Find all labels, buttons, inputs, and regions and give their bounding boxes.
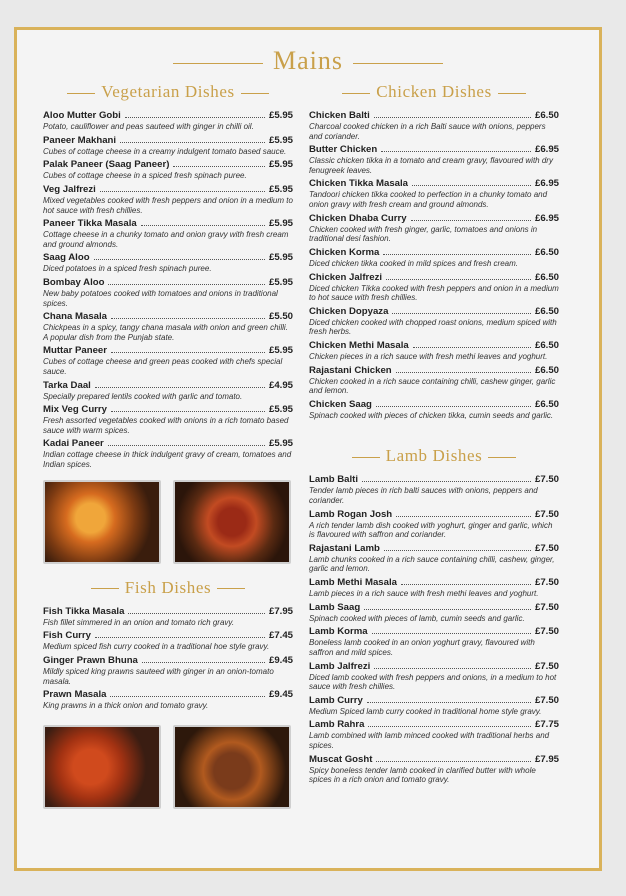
fish-photos: [43, 725, 293, 809]
dot-leader: [141, 225, 265, 226]
dish-price: £7.50: [534, 474, 559, 486]
dish-name: Chicken Dhaba Curry: [309, 212, 407, 224]
dish-price: £5.95: [268, 134, 293, 146]
dot-leader: [392, 313, 531, 314]
dish-name: Lamb Rogan Josh: [309, 508, 393, 520]
dish-description: Classic chicken tikka in a tomato and cream gravy, flavoured with dry fenugreek leaves.: [309, 156, 553, 175]
dot-leader: [386, 279, 531, 280]
menu-item: [43, 110, 293, 132]
menu-item: [43, 380, 293, 402]
vegetarian-photos: [43, 480, 293, 564]
dot-leader: [125, 117, 265, 118]
dish-name: Lamb Balti: [309, 474, 359, 486]
dot-leader: [396, 372, 531, 373]
dish-price: £6.50: [534, 364, 559, 376]
vegetarian-section-title: Vegetarian Dishes: [43, 82, 293, 102]
dot-leader: [142, 662, 265, 663]
dish-description: Diced lamb cooked with fresh peppers and onions, in a medium to hot sauce with fresh chillies.: [309, 672, 557, 692]
dot-leader: [364, 609, 531, 610]
dot-leader: [110, 696, 265, 697]
dish-description: Boneless lamb cooked in an onion yoghurt gravy, flavoured with saffron and mild spices.: [309, 638, 535, 657]
dot-leader: [374, 668, 531, 669]
dish-description: Lamb combined with lamb minced cooked with traditional herbs and spices.: [309, 731, 550, 750]
dish-price: £9.45: [268, 654, 293, 666]
vegetable-curry-photo: [43, 480, 161, 564]
menu-item: [309, 213, 559, 244]
dish-price: £7.45: [268, 630, 293, 642]
dish-price: £7.95: [534, 753, 559, 765]
dot-leader: [95, 387, 265, 388]
dish-description: Lamb pieces in a rich sauce with fresh methi leaves and yoghurt.: [309, 589, 539, 599]
chicken-section-title: Chicken Dishes: [309, 82, 559, 102]
dish-price: £5.95: [268, 404, 293, 416]
dish-price: £5.95: [268, 183, 293, 195]
dish-description: Tandoori chicken tikka cooked to perfection in a chunky tomato and onion gravy with fresh cream and ground almonds.: [309, 190, 548, 210]
menu-item: [43, 252, 293, 274]
menu-item: [309, 602, 559, 624]
menu-page: [14, 27, 602, 871]
dot-leader: [383, 254, 531, 255]
lamb-list: [309, 474, 559, 784]
dish-price: £9.45: [268, 689, 293, 701]
dish-price: £6.95: [534, 144, 559, 156]
vegetarian-list: [43, 110, 293, 470]
dot-leader: [412, 185, 531, 186]
dish-price: £7.50: [534, 626, 559, 638]
menu-item: [309, 399, 559, 421]
dish-description: Cubes of cottage cheese in a spiced fresh spinach puree.: [43, 171, 247, 181]
dish-price: £7.95: [268, 605, 293, 617]
dish-price: £6.50: [534, 398, 559, 410]
dot-leader: [411, 220, 531, 221]
dish-name: Bombay Aloo: [43, 276, 105, 288]
dish-price: £7.75: [534, 719, 559, 731]
dish-price: £6.50: [534, 246, 559, 258]
dot-leader: [111, 318, 265, 319]
dish-name: Prawn Masala: [43, 689, 107, 701]
dish-price: £7.50: [534, 577, 559, 589]
dot-leader: [111, 411, 265, 412]
dish-name: Lamb Saag: [309, 601, 361, 613]
prawn-curry-photo: [43, 725, 161, 809]
page-title: Mains: [17, 46, 599, 76]
dish-name: Rajastani Chicken: [309, 364, 392, 376]
dish-name: Kadai Paneer: [43, 438, 104, 450]
dish-price: £7.50: [534, 508, 559, 520]
dish-description: Diced chicken tikka cooked in mild spices and fresh cream.: [309, 258, 518, 268]
dish-price: £7.50: [534, 694, 559, 706]
menu-item: [309, 754, 559, 785]
dot-leader: [381, 151, 531, 152]
dish-price: £5.95: [268, 159, 293, 171]
menu-item: [309, 306, 559, 337]
dish-name: Lamb Korma: [309, 626, 368, 638]
dot-leader: [413, 347, 531, 348]
menu-item: [43, 277, 293, 308]
right-column: [309, 82, 559, 788]
menu-item: [309, 178, 559, 209]
dish-name: Lamb Methi Masala: [309, 577, 397, 589]
dot-leader: [111, 352, 265, 353]
menu-item: [43, 438, 293, 469]
dish-name: Chicken Tikka Masala: [309, 178, 409, 190]
dish-description: Chicken pieces in a rich sauce with fresh methi leaves and yoghurt.: [309, 351, 548, 361]
dish-description: Chicken cooked with fresh ginger, garlic, tomatoes and onions in traditional desi fashion.: [309, 224, 538, 244]
menu-item: [309, 365, 559, 396]
dish-description: Potato, cauliflower and peas sauteed with ginger in chilli oil.: [43, 122, 254, 132]
dot-leader: [374, 117, 531, 118]
chicken-list: [309, 110, 559, 420]
dish-description: Diced chicken cooked with chopped roast onions, medium spiced with fresh herbs.: [309, 317, 557, 337]
dish-description: New baby potatoes cooked with tomatoes and onions in traditional spices.: [43, 288, 278, 308]
dish-price: £7.50: [534, 660, 559, 672]
dish-name: Fish Tikka Masala: [43, 605, 125, 617]
dish-description: Medium Spiced lamb curry cooked in traditional home style gravy.: [309, 706, 542, 716]
dot-leader: [396, 516, 531, 517]
menu-item: [309, 272, 559, 303]
dot-leader: [120, 142, 265, 143]
dish-name: Tarka Daal: [43, 379, 91, 391]
menu-item: [309, 719, 559, 750]
dish-description: Charcoal cooked chicken in a rich Balti sauce with onions, peppers and coriander.: [309, 122, 546, 141]
dish-description: Tender lamb pieces in rich balti sauces with onions, peppers and coriander.: [309, 486, 538, 506]
menu-item: [309, 110, 559, 141]
dish-description: Fresh assorted vegetables cooked with onions in a rich tomato based sauce with warm spices.: [43, 416, 289, 435]
dish-description: Indian cottage cheese in thick indulgent gravy of cream, tomatoes and Indian spices.: [43, 450, 292, 470]
dot-leader: [100, 191, 265, 192]
dish-name: Chicken Balti: [309, 110, 370, 121]
dish-price: £5.95: [268, 276, 293, 288]
menu-item: [309, 695, 559, 717]
dish-description: Mixed vegetables cooked with fresh peppers and onion in a medium to hot sauce with fresh chillies.: [43, 195, 293, 215]
dish-description: A rich tender lamb dish cooked with yoghurt, ginger and garlic, which is flavoured with saffron and coriander.: [309, 520, 553, 540]
dish-price: £7.50: [534, 601, 559, 613]
dish-name: Chicken Korma: [309, 246, 380, 258]
paneer-dish-photo: [173, 480, 291, 564]
dish-price: £6.50: [534, 110, 559, 121]
menu-item: [43, 655, 293, 686]
menu-item: [309, 543, 559, 574]
dot-leader: [372, 633, 531, 634]
dish-name: Ginger Prawn Bhuna: [43, 654, 138, 666]
dot-leader: [401, 584, 531, 585]
dish-price: £5.95: [268, 345, 293, 357]
dish-price: £6.95: [534, 178, 559, 190]
menu-item: [43, 311, 293, 342]
dish-name: Chicken Saag: [309, 398, 372, 410]
menu-item: [309, 247, 559, 269]
menu-item: [309, 474, 559, 505]
menu-item: [43, 218, 293, 249]
dish-name: Lamb Jalfrezi: [309, 660, 371, 672]
fish-curry-photo: [173, 725, 291, 809]
dot-leader: [367, 702, 531, 703]
dish-description: Fish fillet simmered in an onion and tomato rich gravy.: [43, 617, 235, 627]
dish-description: Spicy boneless tender lamb cooked in clarified butter with whole spices in a rich onion and tomato gravy.: [309, 765, 536, 785]
dish-price: £5.50: [268, 311, 293, 323]
menu-item: [309, 144, 559, 175]
dot-leader: [173, 166, 265, 167]
dot-leader: [368, 726, 531, 727]
menu-item: [43, 135, 293, 157]
dish-price: £6.50: [534, 339, 559, 351]
dish-description: Diced chicken Tikka cooked with fresh peppers and onion in a medium to hot sauce with fresh chillies.: [309, 283, 559, 303]
menu-item: [309, 509, 559, 540]
menu-item: [43, 689, 293, 711]
dish-name: Fish Curry: [43, 630, 91, 642]
menu-item: [309, 340, 559, 362]
dish-name: Chana Masala: [43, 311, 107, 323]
dish-name: Lamb Curry: [309, 694, 363, 706]
dish-name: Palak Paneer (Saag Paneer): [43, 159, 170, 171]
dot-leader: [384, 550, 531, 551]
dish-description: Specially prepared lentils cooked with garlic and tomato.: [43, 391, 243, 401]
dish-name: Veg Jalfrezi: [43, 183, 96, 195]
dot-leader: [95, 637, 265, 638]
dish-price: £6.50: [534, 305, 559, 317]
dish-description: Lamb chunks cooked in a rich sauce containing chilli, cashew, ginger, garlic and lemon.: [309, 554, 555, 574]
dish-description: Spinach cooked with pieces of lamb, cumin seeds and garlic.: [309, 613, 525, 623]
menu-item: [43, 345, 293, 376]
menu-item: [309, 661, 559, 692]
menu-item: [43, 159, 293, 181]
dot-leader: [108, 445, 265, 446]
dish-name: Aloo Mutter Gobi: [43, 110, 121, 121]
menu-item: [43, 404, 293, 435]
dish-description: Spinach cooked with pieces of chicken tikka, cumin seeds and garlic.: [309, 410, 554, 420]
dot-leader: [128, 613, 265, 614]
left-column: [43, 82, 293, 817]
menu-item: [309, 577, 559, 599]
dish-price: £5.95: [268, 110, 293, 121]
dish-name: Mix Veg Curry: [43, 404, 107, 416]
dish-description: Cubes of cottage cheese in a creamy indulgent tomato based sauce.: [43, 146, 287, 156]
menu-item: [43, 184, 293, 215]
dish-description: Medium spiced fish curry cooked in a traditional hoe style gravy.: [43, 642, 270, 652]
dish-name: Rajastani Lamb: [309, 542, 380, 554]
dish-name: Muscat Gosht: [309, 753, 373, 765]
menu-item: [309, 626, 559, 657]
dish-description: Chicken cooked in a rich sauce containing chilli, cashew ginger, garlic and lemon.: [309, 376, 556, 396]
dish-description: Chickpeas in a spicy, tangy chana masala with onion and green chilli. A popular dish from the Punjab state.: [43, 323, 288, 342]
dish-price: £4.95: [268, 379, 293, 391]
dish-price: £6.95: [534, 212, 559, 224]
dish-name: Chicken Dopyaza: [309, 305, 389, 317]
menu-item: [43, 606, 293, 628]
menu-item: [43, 630, 293, 652]
dish-name: Chicken Methi Masala: [309, 339, 409, 351]
dish-description: Mildly spiced king prawns sauteed with ginger in an onion-tomato masala.: [43, 666, 274, 686]
fish-section-title: Fish Dishes: [43, 578, 293, 598]
dish-price: £5.95: [268, 252, 293, 264]
dish-name: Muttar Paneer: [43, 345, 107, 357]
lamb-section-title: Lamb Dishes: [309, 446, 559, 466]
dish-description: Diced potatoes in a spiced fresh spinach puree.: [43, 264, 212, 274]
dot-leader: [376, 406, 531, 407]
dish-price: £5.95: [268, 438, 293, 450]
fish-list: [43, 606, 293, 711]
dish-price: £6.50: [534, 271, 559, 283]
dish-price: £7.50: [534, 542, 559, 554]
dot-leader: [94, 259, 265, 260]
dish-name: Paneer Makhani: [43, 134, 117, 146]
dish-name: Saag Aloo: [43, 252, 90, 264]
dish-description: Cottage cheese in a chunky tomato and onion gravy with fresh cream and ground almonds.: [43, 230, 289, 249]
dish-name: Chicken Jalfrezi: [309, 271, 383, 283]
dish-name: Paneer Tikka Masala: [43, 218, 137, 230]
dot-leader: [362, 481, 531, 482]
dot-leader: [108, 284, 265, 285]
dish-description: King prawns in a thick onion and tomato gravy.: [43, 701, 209, 711]
dish-description: Cubes of cottage cheese and green peas cooked with chefs special sauce.: [43, 357, 283, 376]
dish-name: Butter Chicken: [309, 144, 378, 156]
dish-price: £5.95: [268, 218, 293, 230]
dish-name: Lamb Rahra: [309, 719, 365, 731]
dot-leader: [376, 761, 531, 762]
